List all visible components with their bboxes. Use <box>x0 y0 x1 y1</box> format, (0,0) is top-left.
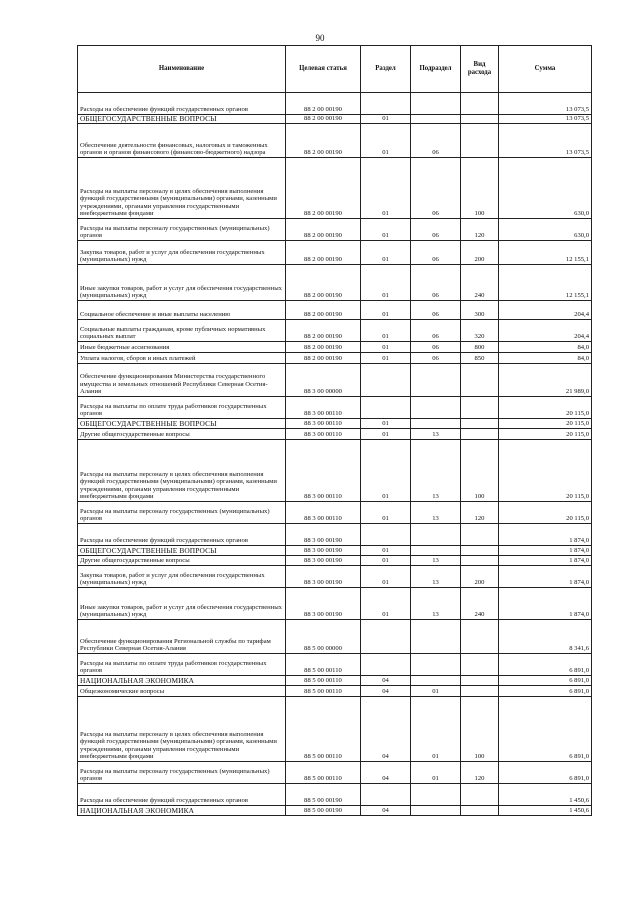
table-row <box>78 620 592 654</box>
table-row <box>78 320 592 342</box>
row-name-cell: Уплата налогов, сборов и иных платежей <box>78 353 286 364</box>
row-sum-cell: 20 115,0 <box>499 429 592 440</box>
table-row <box>78 524 592 546</box>
row-target-cell: 88 5 00 00110 <box>286 697 361 762</box>
table-row <box>78 697 592 762</box>
row-sum-cell: 8 341,6 <box>499 620 592 654</box>
row-name-cell: Закупка товаров, работ и услуг для обеспечения государственных (муниципальных) нужд <box>78 241 286 265</box>
table-row <box>78 556 592 566</box>
row-section-cell <box>361 784 411 806</box>
row-type-cell: 120 <box>461 762 499 784</box>
row-type-cell <box>461 806 499 816</box>
table-row <box>78 241 592 265</box>
row-target-cell: 88 2 00 00190 <box>286 93 361 115</box>
row-section-cell: 01 <box>361 342 411 353</box>
row-section-cell: 01 <box>361 124 411 158</box>
header-subsection: Подраздел <box>411 46 461 93</box>
row-section-cell <box>361 654 411 676</box>
row-subsection-cell: 06 <box>411 265 461 301</box>
row-type-cell <box>461 686 499 697</box>
row-subsection-cell: 06 <box>411 219 461 241</box>
row-subsection-cell <box>411 397 461 419</box>
row-sum-cell: 6 891,0 <box>499 686 592 697</box>
table-row <box>78 342 592 353</box>
row-subsection-cell <box>411 364 461 397</box>
row-type-cell: 120 <box>461 502 499 524</box>
row-name-cell: Социальное обеспечение и иные выплаты населению <box>78 301 286 320</box>
row-subsection-cell: 06 <box>411 320 461 342</box>
row-target-cell: 88 3 00 00000 <box>286 364 361 397</box>
row-type-cell: 850 <box>461 353 499 364</box>
table-row <box>78 686 592 697</box>
row-sum-cell: 6 891,0 <box>499 676 592 686</box>
row-target-cell: 88 3 00 00110 <box>286 502 361 524</box>
row-section-cell <box>361 524 411 546</box>
row-section-cell: 01 <box>361 502 411 524</box>
header-expense-type: Вид расхода <box>461 46 499 93</box>
row-name-cell: Расходы на обеспечение функций государственных органов <box>78 784 286 806</box>
table-row <box>78 502 592 524</box>
table-row <box>78 353 592 364</box>
row-subsection-cell <box>411 784 461 806</box>
row-target-cell: 88 5 00 00190 <box>286 784 361 806</box>
row-type-cell <box>461 429 499 440</box>
row-sum-cell: 204,4 <box>499 320 592 342</box>
row-sum-cell: 1 874,0 <box>499 524 592 546</box>
row-type-cell: 320 <box>461 320 499 342</box>
row-target-cell: 88 2 00 00190 <box>286 115 361 124</box>
row-subsection-cell: 13 <box>411 588 461 620</box>
row-name-cell: Расходы на выплаты персоналу государственных (муниципальных) органов <box>78 762 286 784</box>
row-section-cell: 01 <box>361 566 411 588</box>
row-type-cell: 200 <box>461 566 499 588</box>
row-section-cell <box>361 93 411 115</box>
row-section-cell: 01 <box>361 440 411 502</box>
header-section: Раздел <box>361 46 411 93</box>
row-type-cell <box>461 556 499 566</box>
row-subsection-cell: 06 <box>411 301 461 320</box>
row-subsection-cell: 06 <box>411 241 461 265</box>
row-target-cell: 88 2 00 00190 <box>286 124 361 158</box>
row-subsection-cell: 06 <box>411 353 461 364</box>
row-target-cell: 88 3 00 00110 <box>286 397 361 419</box>
row-type-cell <box>461 93 499 115</box>
row-subsection-cell <box>411 676 461 686</box>
row-name-cell: Общеэкономические вопросы <box>78 686 286 697</box>
header-sum: Сумма <box>499 46 592 93</box>
row-sum-cell: 13 073,5 <box>499 93 592 115</box>
row-name-cell: Другие общегосударственные вопросы <box>78 429 286 440</box>
row-sum-cell: 20 115,0 <box>499 419 592 429</box>
header-target: Целевая статья <box>286 46 361 93</box>
row-subsection-cell: 01 <box>411 686 461 697</box>
table-row <box>78 676 592 686</box>
row-section-cell: 01 <box>361 265 411 301</box>
row-target-cell: 88 5 00 00000 <box>286 620 361 654</box>
row-section-cell: 01 <box>361 556 411 566</box>
table-row <box>78 301 592 320</box>
table-row <box>78 762 592 784</box>
row-type-cell <box>461 115 499 124</box>
row-subsection-cell: 01 <box>411 762 461 784</box>
row-sum-cell: 1 450,6 <box>499 784 592 806</box>
row-sum-cell: 13 073,5 <box>499 124 592 158</box>
row-name-cell: Обеспечение функционирования Министерства государственного имущества и земельных отношений Республики Северная Осетия-Алания <box>78 364 286 397</box>
row-target-cell: 88 5 00 00110 <box>286 654 361 676</box>
table-row <box>78 397 592 419</box>
row-type-cell: 100 <box>461 440 499 502</box>
row-section-cell: 04 <box>361 686 411 697</box>
row-name-cell: Закупка товаров, работ и услуг для обеспечения государственных (муниципальных) нужд <box>78 566 286 588</box>
row-target-cell: 88 3 00 00190 <box>286 524 361 546</box>
row-name-cell: Иные бюджетные ассигнования <box>78 342 286 353</box>
row-type-cell: 100 <box>461 158 499 219</box>
row-name-cell: Расходы на выплаты по оплате труда работников государственных органов <box>78 654 286 676</box>
row-target-cell: 88 2 00 00190 <box>286 320 361 342</box>
row-section-cell: 01 <box>361 353 411 364</box>
table-row <box>78 219 592 241</box>
row-sum-cell: 13 073,5 <box>499 115 592 124</box>
row-type-cell <box>461 397 499 419</box>
row-subsection-cell: 01 <box>411 697 461 762</box>
row-sum-cell: 12 155,1 <box>499 241 592 265</box>
row-section-cell: 01 <box>361 301 411 320</box>
row-sum-cell: 84,0 <box>499 353 592 364</box>
table-row <box>78 265 592 301</box>
row-name-cell: Расходы на обеспечение функций государственных органов <box>78 93 286 115</box>
header-name: Наименование <box>78 46 286 93</box>
row-sum-cell: 20 115,0 <box>499 502 592 524</box>
row-target-cell: 88 5 00 00110 <box>286 686 361 697</box>
row-sum-cell: 20 115,0 <box>499 440 592 502</box>
row-type-cell: 120 <box>461 219 499 241</box>
row-target-cell: 88 2 00 00190 <box>286 158 361 219</box>
row-section-cell: 01 <box>361 588 411 620</box>
row-type-cell <box>461 784 499 806</box>
row-target-cell: 88 3 00 00190 <box>286 566 361 588</box>
row-sum-cell: 204,4 <box>499 301 592 320</box>
row-target-cell: 88 2 00 00190 <box>286 265 361 301</box>
row-sum-cell: 1 874,0 <box>499 566 592 588</box>
row-subsection-cell <box>411 806 461 816</box>
row-section-cell <box>361 397 411 419</box>
row-target-cell: 88 3 00 00110 <box>286 440 361 502</box>
row-target-cell: 88 3 00 00110 <box>286 419 361 429</box>
row-section-cell <box>361 364 411 397</box>
row-type-cell <box>461 364 499 397</box>
row-name-cell: ОБЩЕГОСУДАРСТВЕННЫЕ ВОПРОСЫ <box>78 419 286 429</box>
row-target-cell: 88 3 00 00190 <box>286 588 361 620</box>
table-row <box>78 364 592 397</box>
row-subsection-cell: 06 <box>411 342 461 353</box>
row-section-cell: 01 <box>361 158 411 219</box>
row-name-cell: Обеспечение функционирования Региональной службы по тарифам Республики Северная Осетия-Алания <box>78 620 286 654</box>
row-target-cell: 88 2 00 00190 <box>286 353 361 364</box>
row-sum-cell: 630,0 <box>499 219 592 241</box>
row-sum-cell: 1 874,0 <box>499 556 592 566</box>
row-section-cell: 01 <box>361 320 411 342</box>
table-row <box>78 784 592 806</box>
row-sum-cell: 84,0 <box>499 342 592 353</box>
row-subsection-cell <box>411 546 461 556</box>
row-type-cell: 200 <box>461 241 499 265</box>
row-sum-cell: 12 155,1 <box>499 265 592 301</box>
row-type-cell <box>461 546 499 556</box>
row-section-cell: 01 <box>361 546 411 556</box>
row-name-cell: НАЦИОНАЛЬНАЯ ЭКОНОМИКА <box>78 806 286 816</box>
row-sum-cell: 1 874,0 <box>499 546 592 556</box>
row-name-cell: Расходы на выплаты персоналу в целях обеспечения выполнения функций государственными (муниципальными) органами, казенными учреждениями, органами управления государственными внебюджетными фондами <box>78 697 286 762</box>
row-type-cell: 100 <box>461 697 499 762</box>
table-row <box>78 588 592 620</box>
row-name-cell: Социальные выплаты гражданам, кроме публичных нормативных социальных выплат <box>78 320 286 342</box>
row-section-cell: 04 <box>361 762 411 784</box>
row-sum-cell: 21 989,0 <box>499 364 592 397</box>
table-row <box>78 93 592 115</box>
row-subsection-cell <box>411 524 461 546</box>
row-section-cell: 04 <box>361 676 411 686</box>
row-section-cell: 04 <box>361 697 411 762</box>
row-subsection-cell <box>411 419 461 429</box>
row-type-cell: 240 <box>461 265 499 301</box>
row-section-cell: 01 <box>361 241 411 265</box>
row-type-cell <box>461 524 499 546</box>
row-sum-cell: 1 450,6 <box>499 806 592 816</box>
row-type-cell <box>461 654 499 676</box>
row-type-cell: 300 <box>461 301 499 320</box>
row-sum-cell: 6 891,0 <box>499 697 592 762</box>
row-name-cell: ОБЩЕГОСУДАРСТВЕННЫЕ ВОПРОСЫ <box>78 546 286 556</box>
row-sum-cell: 6 891,0 <box>499 762 592 784</box>
row-name-cell: НАЦИОНАЛЬНАЯ ЭКОНОМИКА <box>78 676 286 686</box>
row-type-cell: 800 <box>461 342 499 353</box>
row-target-cell: 88 5 00 00110 <box>286 676 361 686</box>
page-number: 90 <box>315 33 325 43</box>
row-subsection-cell <box>411 115 461 124</box>
table-row <box>78 124 592 158</box>
row-type-cell <box>461 620 499 654</box>
row-subsection-cell: 06 <box>411 158 461 219</box>
row-name-cell: Расходы на обеспечение функций государственных органов <box>78 524 286 546</box>
row-type-cell <box>461 676 499 686</box>
table-row <box>78 806 592 816</box>
row-section-cell: 01 <box>361 419 411 429</box>
row-target-cell: 88 2 00 00190 <box>286 301 361 320</box>
table-row <box>78 429 592 440</box>
table-row <box>78 158 592 219</box>
row-section-cell <box>361 620 411 654</box>
row-subsection-cell: 06 <box>411 124 461 158</box>
row-section-cell: 04 <box>361 806 411 816</box>
row-name-cell: Расходы на выплаты персоналу государственных (муниципальных) органов <box>78 502 286 524</box>
row-target-cell: 88 3 00 00190 <box>286 556 361 566</box>
row-name-cell: Обеспечение деятельности финансовых, налоговых и таможенных органов и органов финансового (финансово-бюджетного) надзора <box>78 124 286 158</box>
table-row <box>78 654 592 676</box>
budget-table <box>77 45 592 816</box>
row-name-cell: Расходы на выплаты по оплате труда работников государственных органов <box>78 397 286 419</box>
row-subsection-cell: 13 <box>411 556 461 566</box>
row-subsection-cell <box>411 620 461 654</box>
table-row <box>78 440 592 502</box>
row-subsection-cell: 13 <box>411 502 461 524</box>
table-header-row <box>78 46 592 93</box>
row-sum-cell: 6 891,0 <box>499 654 592 676</box>
row-target-cell: 88 3 00 00110 <box>286 429 361 440</box>
row-section-cell: 01 <box>361 429 411 440</box>
row-target-cell: 88 3 00 00190 <box>286 546 361 556</box>
row-subsection-cell: 13 <box>411 566 461 588</box>
row-subsection-cell <box>411 93 461 115</box>
row-type-cell <box>461 419 499 429</box>
row-subsection-cell: 13 <box>411 429 461 440</box>
row-target-cell: 88 2 00 00190 <box>286 241 361 265</box>
row-name-cell: Другие общегосударственные вопросы <box>78 556 286 566</box>
row-target-cell: 88 5 00 00190 <box>286 806 361 816</box>
row-sum-cell: 630,0 <box>499 158 592 219</box>
row-name-cell: Расходы на выплаты персоналу государственных (муниципальных) органов <box>78 219 286 241</box>
row-target-cell: 88 2 00 00190 <box>286 219 361 241</box>
row-target-cell: 88 5 00 00110 <box>286 762 361 784</box>
row-section-cell: 01 <box>361 115 411 124</box>
row-sum-cell: 1 874,0 <box>499 588 592 620</box>
row-sum-cell: 20 115,0 <box>499 397 592 419</box>
row-subsection-cell: 13 <box>411 440 461 502</box>
row-name-cell: Иные закупки товаров, работ и услуг для обеспечения государственных (муниципальных) нужд <box>78 265 286 301</box>
row-target-cell: 88 2 00 00190 <box>286 342 361 353</box>
row-name-cell: Расходы на выплаты персоналу в целях обеспечения выполнения функций государственными (муниципальными) органами, казенными учреждениями, органами управления государственными внебюджетными фондами <box>78 158 286 219</box>
row-name-cell: Иные закупки товаров, работ и услуг для обеспечения государственных (муниципальных) нужд <box>78 588 286 620</box>
row-type-cell <box>461 124 499 158</box>
row-subsection-cell <box>411 654 461 676</box>
table-row <box>78 115 592 124</box>
row-section-cell: 01 <box>361 219 411 241</box>
row-type-cell: 240 <box>461 588 499 620</box>
table-row <box>78 566 592 588</box>
table-row <box>78 419 592 429</box>
table-row <box>78 546 592 556</box>
row-name-cell: Расходы на выплаты персоналу в целях обеспечения выполнения функций государственными (муниципальными) органами, казенными учреждениями, органами управления государственными внебюджетными фондами <box>78 440 286 502</box>
row-name-cell: ОБЩЕГОСУДАРСТВЕННЫЕ ВОПРОСЫ <box>78 115 286 124</box>
